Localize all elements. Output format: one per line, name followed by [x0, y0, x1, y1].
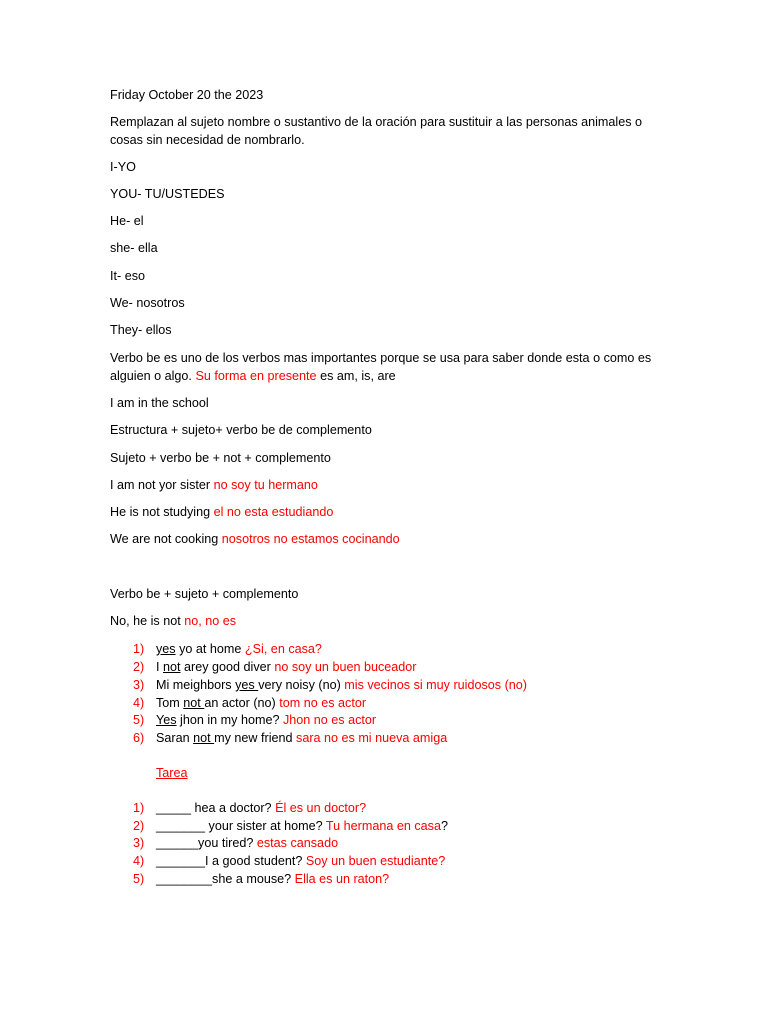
homework-translation: Ella es un raton? — [294, 872, 390, 886]
exercise-item-5 — [156, 712, 376, 728]
exercise-translation: no soy un buen buceador — [274, 660, 417, 674]
negative-es: el no esta estudiando — [213, 505, 334, 519]
homework-item-4 — [156, 853, 445, 869]
negative-en: He is not studying — [110, 505, 211, 519]
exercise-item-2 — [156, 659, 416, 675]
homework-text: she a mouse? — [212, 872, 295, 886]
exercise-number: 4) — [133, 696, 145, 710]
exercise-lead: I — [156, 660, 163, 674]
homework-translation: Él es un doctor? — [275, 801, 367, 815]
verb-be-paragraph — [110, 349, 670, 385]
exercise-translation: mis vecinos si muy ruidosos (no) — [344, 678, 527, 692]
exercise-translation: tom no es actor — [279, 696, 367, 710]
homework-after: ? — [440, 819, 448, 833]
exercise-text: arey good diver — [180, 660, 275, 674]
example-sentence: I am in the school — [110, 396, 209, 410]
exercise-number: 1) — [133, 642, 145, 656]
negative-example-3 — [110, 531, 400, 547]
exercise-item-1 — [156, 641, 322, 657]
exercise-number: 3) — [133, 678, 145, 692]
exercise-text: yo at home — [175, 642, 245, 656]
homework-number: 5) — [133, 872, 145, 886]
exercise-underlined: not — [193, 731, 215, 745]
pronoun-it: It- eso — [110, 269, 145, 283]
exercise-underlined: not — [183, 696, 205, 710]
homework-blank: _____ — [156, 801, 192, 815]
negative-example-1 — [110, 477, 318, 493]
structure-affirmative: Estructura + sujeto+ verbo be de complemento — [110, 423, 372, 437]
homework-title: Tarea — [156, 766, 188, 780]
short-answer-es: no, no es — [184, 614, 237, 628]
homework-text: hea a doctor? — [191, 801, 276, 815]
homework-blank: ________ — [156, 872, 213, 886]
homework-translation: estas cansado — [256, 836, 339, 850]
verb-be-highlight: Su forma en presente — [195, 369, 317, 383]
exercise-translation: ¿Si, en casa? — [244, 642, 322, 656]
structure-negative: Sujeto + verbo be + not + complemento — [110, 451, 331, 465]
exercise-item-6 — [156, 730, 447, 746]
exercise-translation: Jhon no es actor — [282, 713, 377, 727]
homework-number: 3) — [133, 836, 145, 850]
verb-be-text: Verbo be es uno de los verbos mas importantes porque se usa para saber donde esta o como es alguien o algo. — [110, 351, 652, 383]
homework-item-5 — [156, 871, 389, 887]
homework-text: your sister at home? — [205, 819, 326, 833]
homework-blank: _______ — [156, 854, 206, 868]
exercise-lead: Mi meighbors — [156, 678, 236, 692]
homework-blank: _______ — [156, 819, 206, 833]
exercise-underlined: yes — [235, 678, 259, 692]
verb-be-tail: es am, is, are — [320, 369, 396, 383]
intro-paragraph: Remplazan al sujeto nombre o sustantivo de la oración para sustituir a las personas animales o cosas sin necesidad de nombrarlo. — [110, 115, 643, 147]
exercise-underlined: Yes — [156, 713, 177, 727]
exercise-text: jhon in my home? — [176, 713, 283, 727]
homework-number: 2) — [133, 819, 145, 833]
homework-blank: ______you — [156, 836, 219, 850]
homework-item-3 — [156, 835, 338, 851]
exercise-text: an actor (no) — [204, 696, 280, 710]
homework-item-1 — [156, 800, 366, 816]
question-structure: Verbo be + sujeto + complemento — [110, 587, 299, 601]
homework-number: 1) — [133, 801, 145, 815]
negative-example-2 — [110, 504, 333, 520]
pronoun-they: They- ellos — [110, 323, 172, 337]
pronoun-i: I-YO — [110, 160, 136, 174]
pronoun-we: We- nosotros — [110, 296, 185, 310]
negative-en: We are not cooking — [110, 532, 219, 546]
exercise-underlined: not — [163, 660, 181, 674]
homework-text: tired? — [218, 836, 257, 850]
short-answer-en: No, he is not — [110, 614, 181, 628]
exercise-lead: Tom — [156, 696, 184, 710]
exercise-number: 2) — [133, 660, 145, 674]
exercise-item-4 — [156, 695, 366, 711]
exercise-number: 5) — [133, 713, 145, 727]
negative-es: no soy tu hermano — [213, 478, 318, 492]
homework-translation: Soy un buen estudiante? — [305, 854, 446, 868]
pronoun-you: YOU- TU/USTEDES — [110, 187, 225, 201]
homework-translation: Tu hermana en casa — [325, 819, 441, 833]
exercise-item-3 — [156, 677, 527, 693]
exercise-lead: Saran — [156, 731, 194, 745]
exercise-text: my new friend — [214, 731, 297, 745]
homework-text: I a good student? — [205, 854, 306, 868]
negative-en: I am not yor sister — [110, 478, 211, 492]
pronoun-she: she- ella — [110, 241, 158, 255]
homework-item-2 — [156, 818, 448, 834]
homework-number: 4) — [133, 854, 145, 868]
exercise-number: 6) — [133, 731, 145, 745]
date-line: Friday October 20 the 2023 — [110, 88, 264, 102]
exercise-translation: sara no es mi nueva amiga — [296, 731, 448, 745]
exercise-text: very noisy (no) — [258, 678, 345, 692]
short-answer — [110, 613, 236, 629]
negative-es: nosotros no estamos cocinando — [221, 532, 400, 546]
exercise-underlined: yes — [156, 642, 176, 656]
pronoun-he: He- el — [110, 214, 144, 228]
